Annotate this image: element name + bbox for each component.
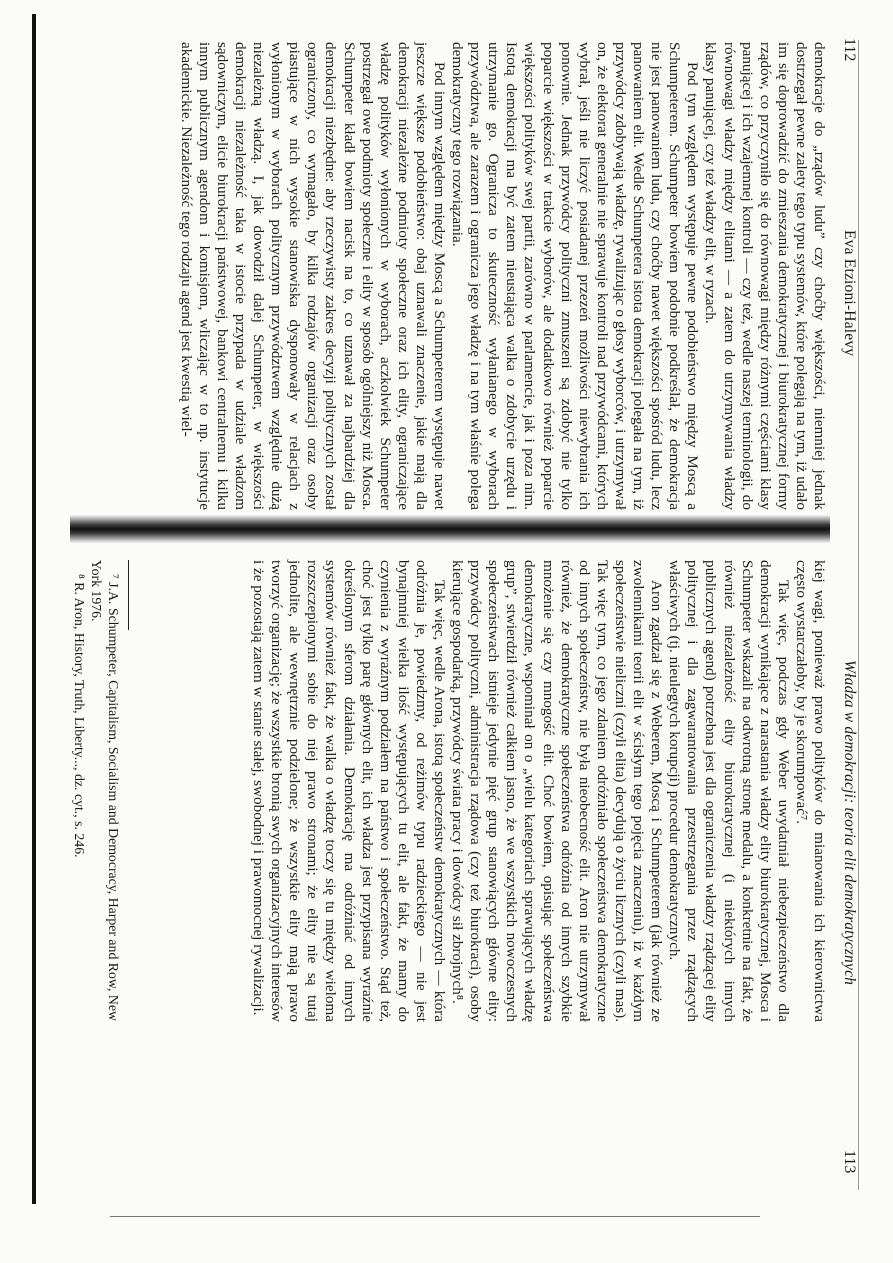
- right-page-body: [198, 560, 828, 1022]
- left-page-header: [834, 30, 858, 510]
- left-running-head: Eva Etzioni-Halevy: [841, 230, 858, 357]
- right-paragraph-1: kiej wagi, ponieważ prawo polityków do mianowania ich kierownictwa często wystarczałoby, by je skorumpować⁷.: [792, 560, 828, 1022]
- right-running-head: Władza w demokracji: teoria elit demokratycznych: [841, 660, 858, 986]
- right-paragraph-4: Tak więc, wedle Arona, istotą społeczeństw demokratycznych — która odróżnia je, powiedzmy, od reżimów typu radzieckiego — nie jest bynajmniej wielka ilość występujących tu elit, ale fakt, że mamy do czynienia z wyraźnym podziałem na państwo i społeczeństwo. Stąd też, choć jest tylko parę głównych elit, ich władza jest przypisana wyraźnie określonym sferom działania. Demokrację ma odróżniać od innych systemów również fakt, że walka o władzę toczy się tu między wieloma rozszczepionymi sobie do niej prawo stronami; że elity nie są tutaj jednolite, ale wewnętrznie podzielone; że wszystkie elity mają prawo tworzyć organizację; że wszystkie bronią swych organizacyjnych interesów i że pozostają zatem w stanie stałej, swobodnej i prawomocnej rywalizacji.: [250, 560, 449, 1022]
- right-page-number: 113: [841, 1150, 858, 1174]
- left-paragraph-1: demokracje do „rządów ludu” czy choćby większości, niemniej jednak dostrzegał pewne zalety tego typu systemów, które polegają na tym, iż udało im się doprowadzić do zmieszania demokratycznej i biurokratycznej formy rządów, co przyczyniło się do równowagi między różnymi częściami klasy panującej i ich wzajemnej kontroli — czy też, wedle naszej terminologii, do równowagi władzy między elitami — a zatem do utrzymywania władzy klasy panującej, czy też władzy elit, w ryzach.: [702, 42, 828, 510]
- footnote-separator: [128, 560, 129, 630]
- scan-edge-bar: [32, 14, 36, 1204]
- left-paragraph-3: Pod innym względem między Moscą a Schumpeterem występuje nawet jeszcze większe podobieństwo: obaj uznawali znaczenie, jakie mają dla demokracji niezależne podmioty społeczne oraz ich elity, ograniczające władzę polityków wyłonionych w wyborach, aczkolwiek Schumpeter postrzegał owe podmioty społeczne i elity w sposób ogólniejszy niż Mosca. Schumpeter kładł bowiem nacisk na to, co uznawał za najbardziej dla demokracji niezbędne: aby rzeczywisty zakres decyzji politycznych został ograniczony, co wymagało, by kilka rodzajów organizacji oraz osoby piastujące w nich wysokie stanowiska dysponowały w relacjach z wyłonionym w wyborach politycznym przywództwem względnie dużą niezależną władzą. I, jak dowodził dalej Schumpeter, w większości demokracji niezależność taka w istocie przypada w udziale władzom sądowniczym, elicie biurokracji państwowej, bankowi centralnemu i kilku innym publicznym agendom i komisjom, wliczając w to np. instytucje akademickie. Niezależność tego rodzaju agend jest kwestią wiel-: [177, 42, 449, 510]
- left-paragraph-2: Pod tym względem występuje pewne podobieństwo między Moscą a Schumpeterem. Schumpeter bowiem podobnie podkreślał, że demokracja nie jest panowaniem ludu, czy choćby nawet większości spośród ludu, lecz panowaniem elit. Wedle Schumpetera istota demokracji polegała na tym, iż przywódcy zdobywają władzę, rywalizując o głosy wyborców, i utrzymywał on, że elektorat generalnie nie sprawuje kontroli nad przywódcami, których wybrał, jeśli nie liczyć posiadanej przezeń możliwości niewybrania ich ponownie. Jednak przywódcy polityczni zmuszeni są zdobyć nie tylko poparcie większości w trakcie wyborów, ale dodatkowo również poparcie większości polityków swej partii, zarówno w parlamencie, jak i poza nim. Istotą demokracji ma być zatem nieustająca walka o zdobycie urzędu i utrzymanie go. Ogranicza to skuteczność wyłanianego w wyborach przywództwa, ale zarazem i ogranicza jego władzę i na tym właśnie polega demokratyczny tego rozwiązania.: [449, 42, 702, 510]
- left-page-body: [68, 42, 828, 510]
- book-spine-gutter: [70, 515, 830, 543]
- footnote-7: ⁷ J.A. Schumpeter, Capitalism, Socialism and Democracy, Harper and Row, New York 1976.: [89, 560, 121, 1021]
- right-page-header: [834, 560, 858, 1200]
- right-paragraph-2: Tak więc, podczas gdy Weber uwydatniał niebezpieczeństwo dla demokracji wynikające z narastania władzy elity biurokratycznej, Mosca i Schumpeter wskazali na odwrotną stronę medalu, a konkretnie na fakt, że również niezależność elity biurokratycznej (i niektórych innych publicznych agend) potrzebna jest dla ograniczenia władzy rządzącej elity politycznej i dla zagwarantowania przestrzegania przez rządzących właściwych (tj. nieulegtych korupcji) procedur demokratycznych.: [666, 560, 792, 1022]
- left-page-number: 112: [841, 38, 858, 62]
- right-paragraph-3: Aron zgadzał się z Weberem, Moscą i Schumpeterem (jak również ze zwolennikami teorii elit w ścisłym tego pojęcia znaczeniu), iż w każdym społeczeństwie nieliczni (czyli elita) decydują o życiu licznych (czyli mas). Tak więc tym, co jego zdaniem odróżniało społeczeństwa demokratyczne od innych społeczeństw, nie była nieobecność elit. Aron nie utrzymywał również, że demokratyczne społeczeństwa odróżnia od innych szybkie mnożenie się czy mnogość elit. Choć bowiem, opisując społeczeństwa demokratyczne, wspominał on o „wielu kategoriach sprawujących władzę grup”, stwierdził również całkiem jasno, że we wszystkich nowoczesnych społeczeństwach istnieje jedynie pięć grup stanowiących główne elity: przywódcy polityczni, administracja rządowa (czy też biurokraci), osoby kierujące gospodarką, przywódcy świata pracy i dowódcy sił zbrojnych⁸.: [449, 560, 666, 1022]
- footnote-8: ⁸ R. Aron, History, Truth, Liberty..., dz. cyt., s. 246.: [72, 574, 87, 858]
- bottom-edge-line: [110, 1216, 760, 1217]
- page-edge-line: [858, 40, 859, 1190]
- right-page-footnotes: [72, 560, 122, 1030]
